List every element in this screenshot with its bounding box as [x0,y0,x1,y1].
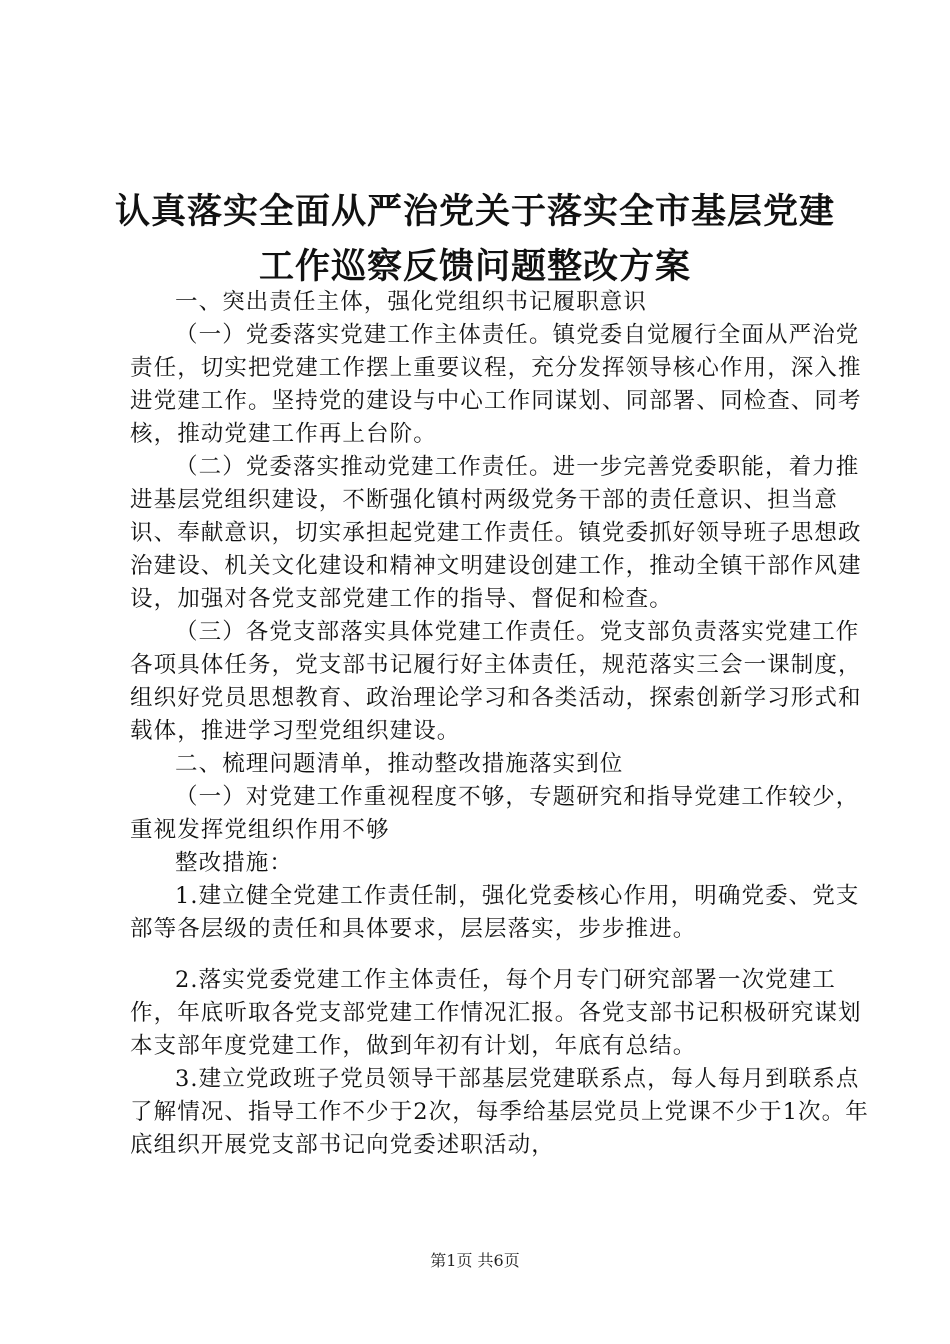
document-title-line-1: 认真落实全面从严治党关于落实全市基层党建 [114,191,835,232]
paragraph: （三）各党支部落实具体党建工作责任。党支部负责落实党建工作各项具体任务，党支部书记履行好主体责任，规范落实三会一课制度，组织好党员思想教育、政治理论学习和各类活动，探索创新学习形式和载体，推进学习型党组织建设。 [130,619,862,744]
measure-item: 1.建立健全党建工作责任制，强化党委核心作用，明确党委、党支部等各层级的责任和具体要求，层层落实，步步推进。 [130,883,860,942]
section-heading-1: 一、突出责任主体，强化党组织书记履职意识 [175,289,648,315]
measure-item: 2.落实党委党建工作主体责任，每个月专门研究部署一次党建工作，年底听取各党支部党建工作情况汇报。各党支部书记积极研究谋划本支部年度党建工作，做到年初有计划，年底有总结。 [130,967,862,1059]
measure-item: 3.建立党政班子党员领导干部基层党建联系点，每人每月到联系点了解情况、指导工作不少于2次，每季给基层党员上党课不少于1次。年底组织开展党支部书记向党委述职活动， [130,1066,869,1158]
document-title-line-2: 工作巡察反馈问题整改方案 [258,246,691,287]
section-heading-2: 二、梳理问题清单，推动整改措施落实到位 [175,751,624,777]
page-footer: 第1页 共6页 [430,1251,520,1270]
document-body [130,286,870,1162]
paragraph: （二）党委落实推动党建工作责任。进一步完善党委职能，着力推进基层党组织建设，不断强化镇村两级党务干部的责任意识、担当意识、奉献意识，切实承担起党建工作责任。镇党委抓好领导班子思想政治建设、机关文化建设和精神文明建设创建工作，推动全镇干部作风建设，加强对各党支部党建工作的指导、督促和检查。 [130,454,862,612]
measures-heading: 整改措施： [175,850,294,876]
paragraph: （一）党委落实党建工作主体责任。镇党委自觉履行全面从严治党责任，切实把党建工作摆上重要议程，充分发挥领导核心作用，深入推进党建工作。坚持党的建设与中心工作同谋划、同部署、同检查、同考核，推动党建工作再上台阶。 [130,322,862,447]
paragraph: （一）对党建工作重视程度不够，专题研究和指导党建工作较少，重视发挥党组织作用不够 [130,784,860,843]
